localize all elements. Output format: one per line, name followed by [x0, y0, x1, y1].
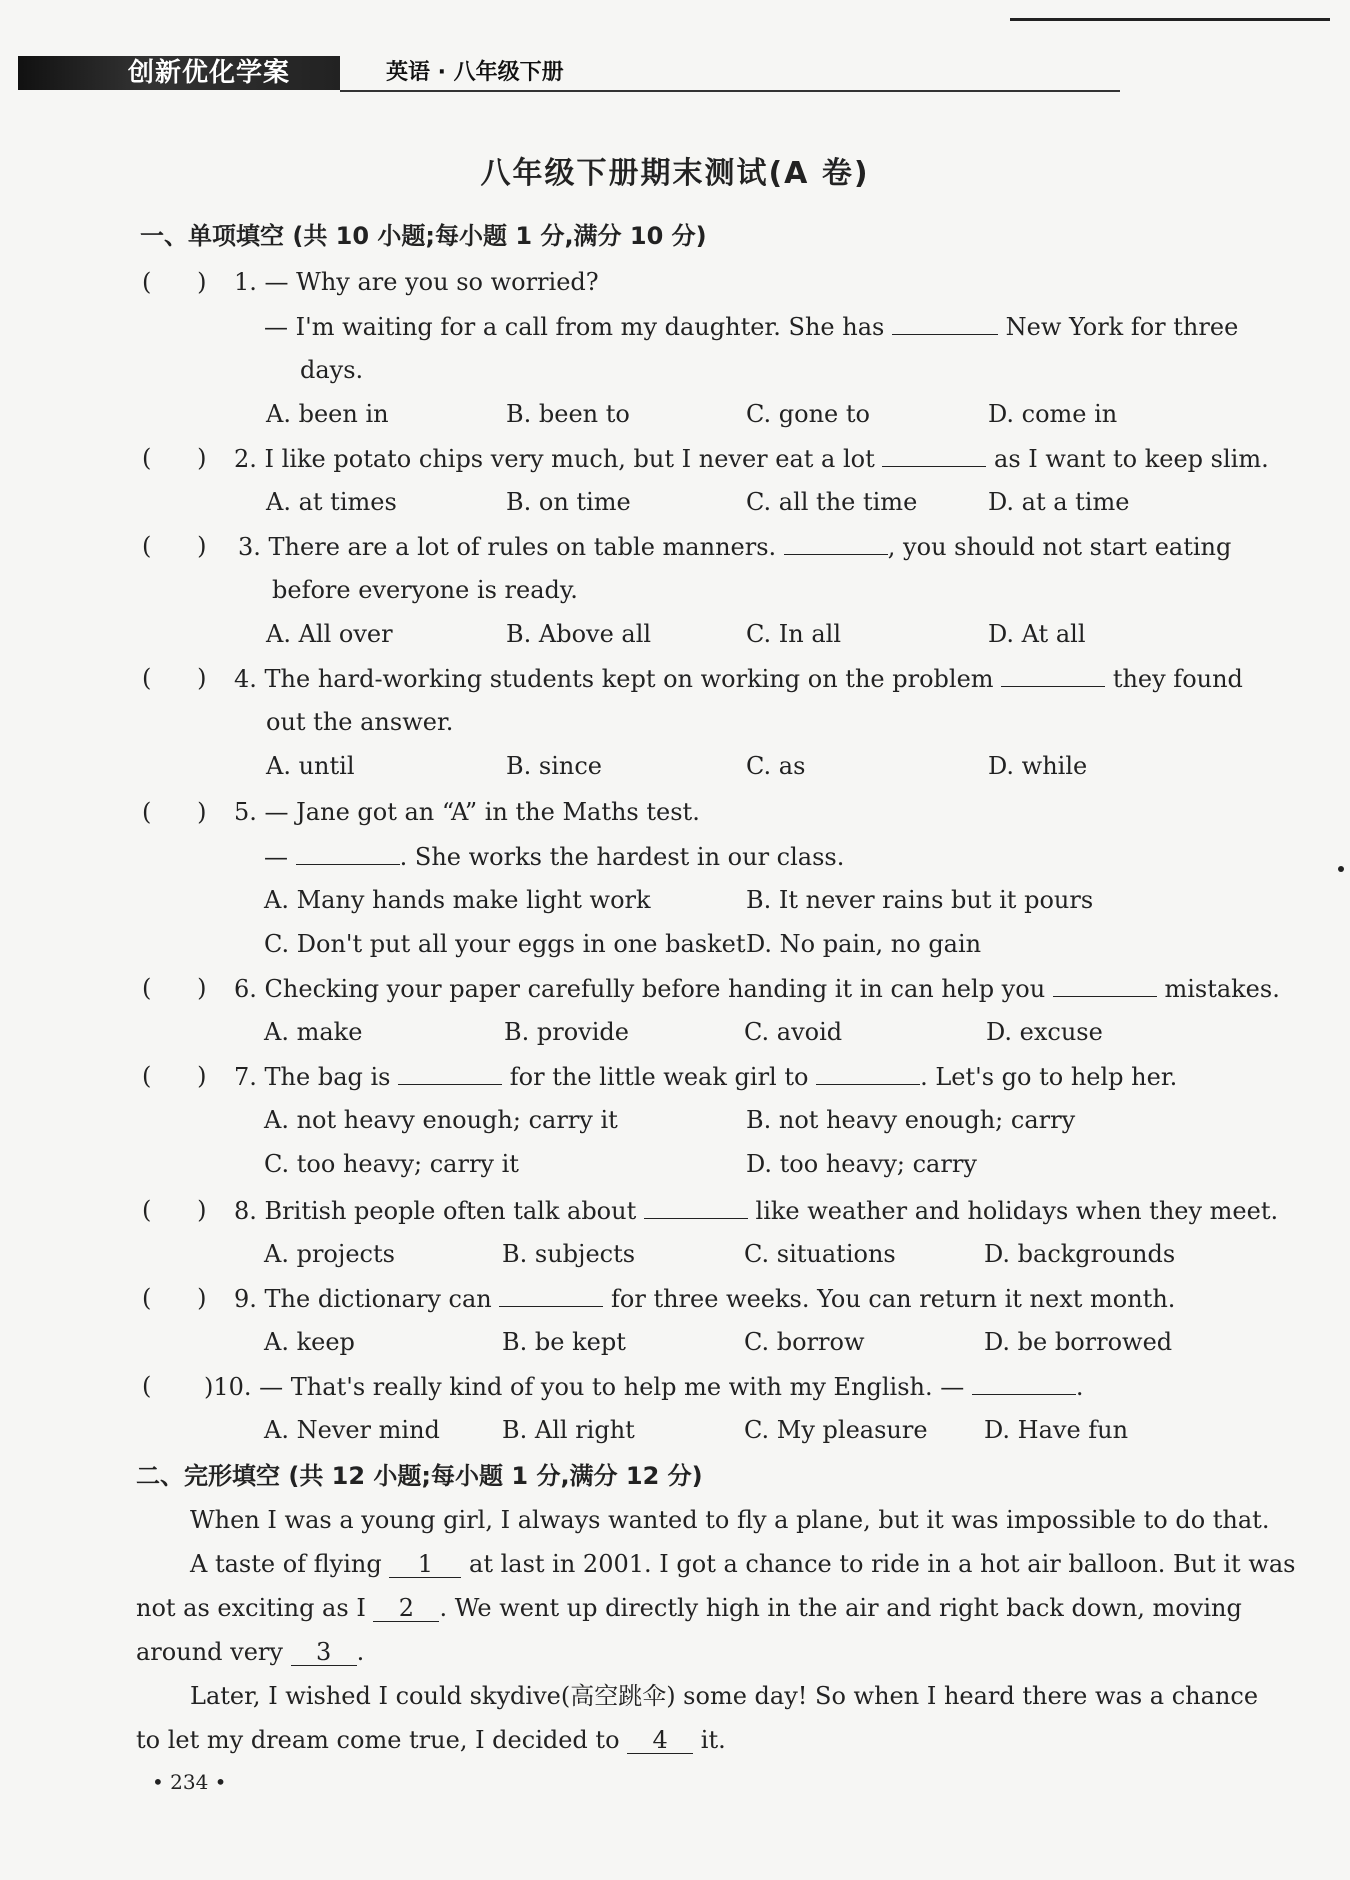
option-d: D. come in	[988, 400, 1118, 428]
question-stem: — That's really kind of you to help me with my English. —	[259, 1373, 965, 1401]
question-number: )10.	[204, 1373, 252, 1401]
question-stem: Checking your paper carefully before handing it in can help you	[264, 975, 1046, 1003]
question-stem: .	[1075, 1373, 1084, 1401]
passage-line	[136, 1636, 364, 1668]
passage-line	[136, 1592, 1242, 1624]
question-stem: for three weeks. You can return it next month.	[611, 1285, 1176, 1313]
question-stem: they found	[1112, 665, 1243, 693]
passage-text: .	[356, 1638, 365, 1666]
passage-line: Later, I wished I could skydive(高空跳伞) some day! So when I heard there was a chance	[190, 1682, 1259, 1710]
question-number: 3.	[238, 533, 261, 561]
question-number: 9.	[234, 1285, 257, 1313]
section-heading: 一、单项填空 (共 10 小题;每小题 1 分,满分 10 分)	[140, 222, 707, 250]
option-a: A. at times	[266, 488, 397, 516]
answer-paren: ( )	[142, 664, 207, 692]
question-number: 5.	[234, 798, 257, 826]
passage-line	[136, 1724, 726, 1756]
option-a: A. projects	[264, 1240, 395, 1268]
question-6	[234, 972, 1280, 1005]
passage-line: When I was a young girl, I always wanted to fly a plane, but it was impossible to do that.	[190, 1506, 1270, 1534]
question-1-line-2	[264, 310, 1238, 343]
question-4-line-2: out the answer.	[266, 708, 454, 736]
answer-blank	[882, 442, 986, 467]
option-d: D. too heavy; carry	[746, 1150, 977, 1178]
option-c: C. Don't put all your eggs in one basket	[264, 930, 746, 958]
question-4	[234, 662, 1243, 695]
question-stem: — I'm waiting for a call from my daughter. She has	[264, 313, 885, 341]
question-stem: like weather and holidays when they meet.	[755, 1197, 1279, 1225]
series-title: 创新优化学案	[128, 58, 291, 88]
answer-paren: ( )	[142, 532, 207, 560]
option-d: D. At all	[988, 620, 1086, 648]
option-a: A. been in	[266, 400, 389, 428]
option-c: C. In all	[746, 620, 841, 648]
header-rule	[340, 90, 1120, 92]
question-8	[234, 1194, 1278, 1227]
page-header	[18, 54, 1350, 94]
option-a: A. Never mind	[264, 1416, 440, 1444]
question-stem: , you should not start eating	[887, 533, 1232, 561]
question-number: 6.	[234, 975, 257, 1003]
answer-blank	[972, 1370, 1076, 1395]
exam-title: 八年级下册期末测试(A 卷)	[480, 156, 870, 191]
top-rule	[1010, 18, 1330, 21]
question-stem: The hard-working students kept on working on the problem	[264, 665, 994, 693]
option-d: D. excuse	[986, 1018, 1103, 1046]
answer-blank	[499, 1282, 603, 1307]
subject-title: 英语 · 八年级下册	[386, 60, 564, 85]
question-stem: as I want to keep slim.	[994, 445, 1269, 473]
option-a: A. make	[264, 1018, 363, 1046]
question-stem: I like potato chips very much, but I never eat a lot	[264, 445, 875, 473]
passage-text: around very	[136, 1638, 283, 1666]
passage-text: . We went up directly high in the air and right back down, moving	[439, 1594, 1242, 1622]
question-5-line-2	[264, 840, 844, 873]
answer-paren: ( )	[142, 268, 207, 296]
option-c: C. My pleasure	[744, 1416, 928, 1444]
question-9	[234, 1282, 1175, 1315]
option-c: C. avoid	[744, 1018, 843, 1046]
question-stem: British people often talk about	[264, 1197, 637, 1225]
option-a: A. until	[266, 752, 355, 780]
scan-mark	[1338, 866, 1344, 872]
question-stem: The dictionary can	[264, 1285, 492, 1313]
answer-paren: ( )	[142, 974, 207, 1002]
answer-paren: ( )	[142, 1284, 207, 1312]
answer-paren: (	[142, 1372, 190, 1400]
option-b: B. subjects	[502, 1240, 636, 1268]
page-number: • 234 •	[152, 1770, 227, 1794]
option-b: B. not heavy enough; carry	[746, 1106, 1076, 1134]
answer-blank	[296, 840, 400, 865]
question-number: 7.	[234, 1063, 257, 1091]
question-2	[234, 442, 1269, 475]
option-c: C. gone to	[746, 400, 870, 428]
question-3	[238, 530, 1231, 563]
answer-blank	[398, 1060, 502, 1085]
option-b: B. be kept	[502, 1328, 626, 1356]
option-c: C. too heavy; carry it	[264, 1150, 519, 1178]
option-a: A. not heavy enough; carry it	[264, 1106, 618, 1134]
option-c: C. all the time	[746, 488, 918, 516]
answer-blank	[1053, 972, 1157, 997]
option-d: D. Have fun	[984, 1416, 1129, 1444]
option-b: B. been to	[506, 400, 630, 428]
option-b: B. Above all	[506, 620, 652, 648]
answer-paren: ( )	[142, 798, 207, 826]
question-10	[204, 1370, 1084, 1403]
option-c: C. situations	[744, 1240, 896, 1268]
passage-text: A taste of flying	[190, 1550, 382, 1578]
question-stem: for the little weak girl to	[509, 1063, 809, 1091]
answer-paren: ( )	[142, 1196, 207, 1224]
question-number: 4.	[234, 665, 257, 693]
question-1-line-3: days.	[300, 356, 364, 384]
question-stem: — Jane got an “A” in the Maths test.	[264, 798, 700, 826]
option-d: D. while	[988, 752, 1088, 780]
question-3-line-2: before everyone is ready.	[272, 576, 578, 604]
question-stem: . She works the hardest in our class.	[399, 843, 845, 871]
section-heading: 二、完形填空 (共 12 小题;每小题 1 分,满分 12 分)	[136, 1462, 703, 1490]
question-number: 1.	[234, 268, 257, 296]
answer-paren: ( )	[142, 444, 207, 472]
question-number: 2.	[234, 445, 257, 473]
option-b: B. since	[506, 752, 602, 780]
question-7	[234, 1060, 1177, 1093]
option-b: B. provide	[504, 1018, 629, 1046]
passage-text: not as exciting as I	[136, 1594, 366, 1622]
option-d: D. be borrowed	[984, 1328, 1173, 1356]
question-stem: — Why are you so worried?	[264, 268, 599, 296]
answer-blank	[1001, 662, 1105, 687]
question-stem: —	[264, 843, 288, 871]
option-d: D. No pain, no gain	[746, 930, 982, 958]
answer-paren: ( )	[142, 1062, 207, 1090]
option-a: A. keep	[264, 1328, 355, 1356]
question-stem: New York for three	[1005, 313, 1239, 341]
question-number: 8.	[234, 1197, 257, 1225]
question-1	[234, 266, 599, 298]
option-c: C. borrow	[744, 1328, 865, 1356]
option-c: C. as	[746, 752, 806, 780]
cloze-blank: 1	[389, 1551, 461, 1578]
answer-blank	[816, 1060, 920, 1085]
option-d: D. backgrounds	[984, 1240, 1176, 1268]
option-a: A. All over	[266, 620, 393, 648]
passage-line	[190, 1548, 1296, 1580]
passage-text: it.	[700, 1726, 726, 1754]
answer-blank	[892, 310, 998, 335]
question-stem: The bag is	[264, 1063, 391, 1091]
option-b: B. on time	[506, 488, 631, 516]
option-b: B. All right	[502, 1416, 635, 1444]
question-stem: There are a lot of rules on table manners.	[268, 533, 777, 561]
question-stem: . Let's go to help her.	[920, 1063, 1178, 1091]
cloze-blank: 2	[373, 1595, 439, 1622]
answer-blank	[644, 1194, 748, 1219]
question-stem: mistakes.	[1164, 975, 1280, 1003]
passage-text: at last in 2001. I got a chance to ride in a hot air balloon. But it was	[469, 1550, 1296, 1578]
cloze-blank: 4	[627, 1727, 693, 1754]
option-b: B. It never rains but it pours	[746, 886, 1094, 914]
passage-text: to let my dream come true, I decided to	[136, 1726, 620, 1754]
option-a: A. Many hands make light work	[264, 886, 651, 914]
question-5	[234, 796, 700, 828]
option-d: D. at a time	[988, 488, 1130, 516]
cloze-blank: 3	[291, 1639, 357, 1666]
answer-blank	[784, 530, 888, 555]
